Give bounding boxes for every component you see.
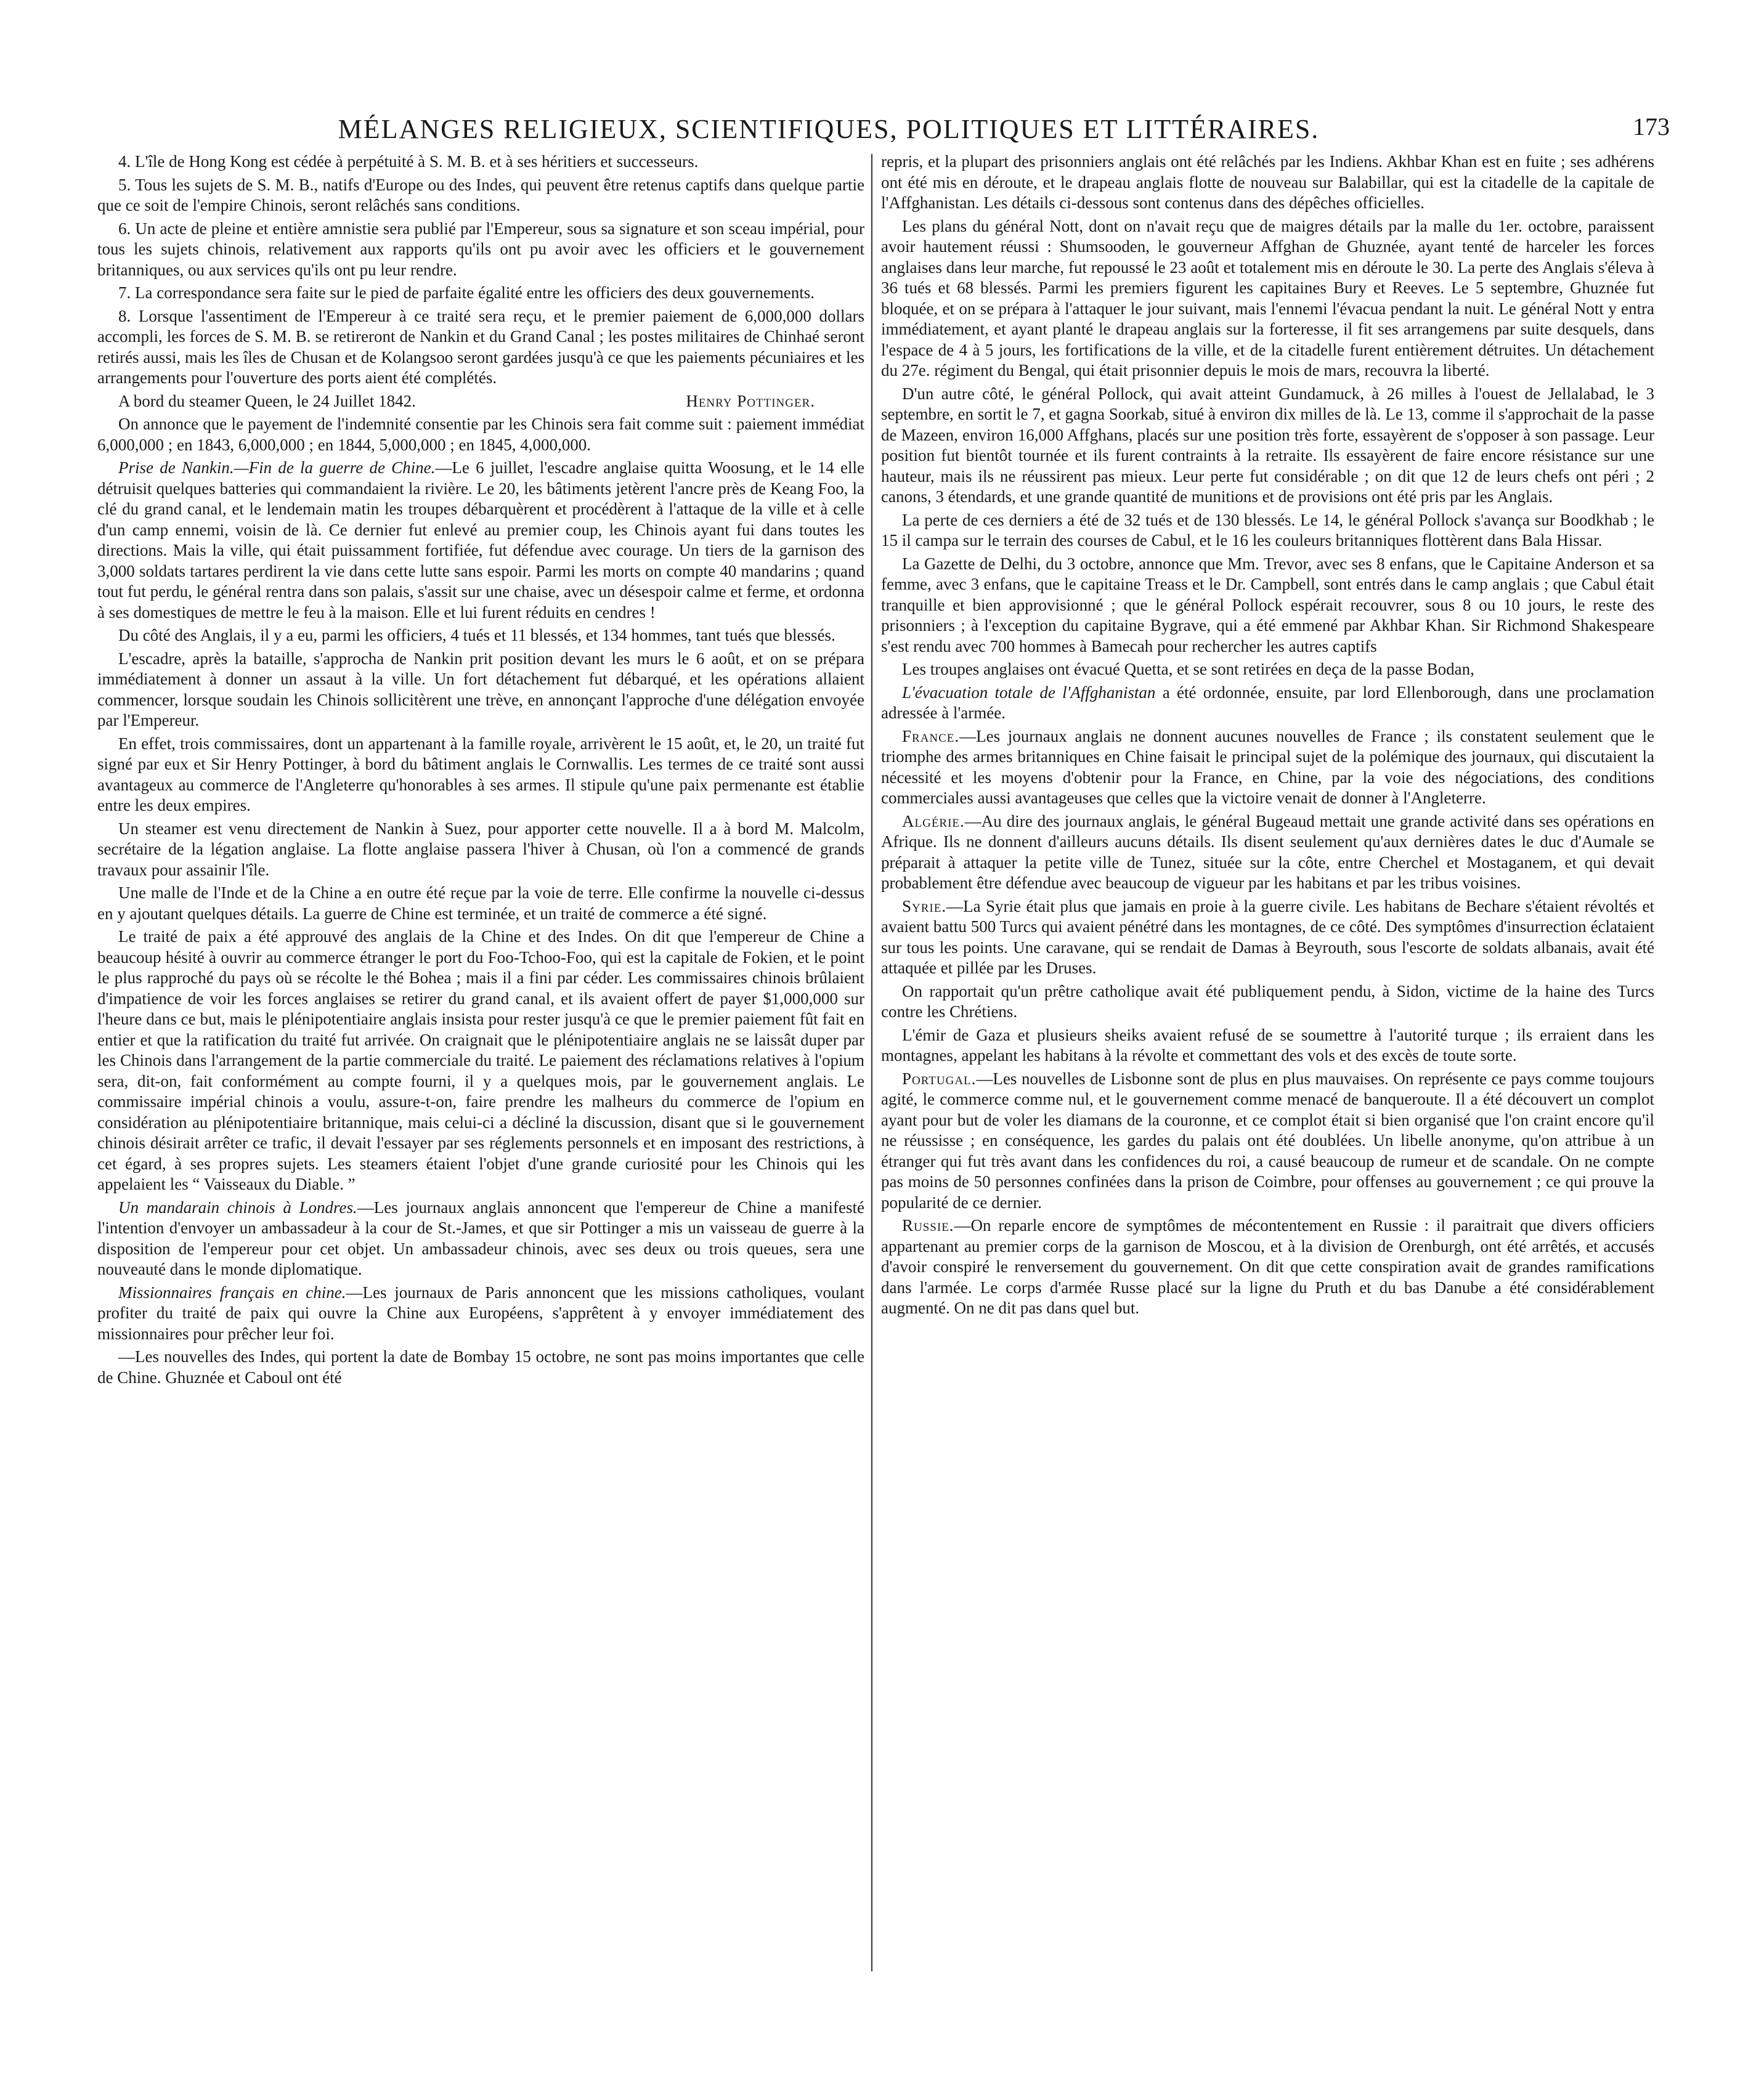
article-paragraph: Du côté des Anglais, il y a eu, parmi les officiers, 4 tués et 11 blessés, et 134 hommes, tant tués que blessés.	[118, 626, 835, 644]
column-divider	[871, 154, 872, 1971]
article-paragraph: Prise de Nankin.—Fin de la guerre de Chine.—Le 6 juillet, l'escadre anglaise quitta Woosung, et le 14 elle détruisit quelques batteries qui commandaient la rivière. Le 20, les bâtiments jetèrent l'ancre près de Keang Foo, la clé du grand canal, et le lendemain matin les troupes débarquèrent et procédèrent à l'attaque de la ville et à celle d'un camp ennemi, voisin de là. Ce dernier fut enlevé au premier coup, les Chinois ayant fui dans toutes les directions. Mais la ville, qui était puissamment fortifiée, fut défendue avec courage. Un tiers de la garnison des 3,000 soldats tartares perdirent la vie dans cette lutte sans espoir. Parmi les morts on compte 40 mandarins ; quand tout fut perdu, le général rentra dans son palais, s'assit sur une chaise, avec un désespoir calme et ferme, et ordonna à ses domestiques de mettre le feu à la maison. Elle et lui furent réduits en cendres !	[97, 458, 864, 622]
article-paragraph: Un steamer est venu directement de Nankin à Suez, pour apporter cette nouvelle. Il a à bord M. Malcolm, secrétaire de la légation anglaise. La flotte anglaise passera l'hiver à Chusan, où l'on a commencé de grands travaux pour assainir l'île.	[97, 819, 864, 879]
signature-name: Henry Pottinger.	[686, 391, 815, 410]
section-heading: Missionnaires français en chine.	[118, 1283, 346, 1302]
article-paragraph: Portugal.—Les nouvelles de Lisbonne sont de plus en plus mauvaises. On représente ce pays comme toujours agité, le commerce comme nul, et le gouvernement comme menacé de banqueroute. Il a été découvert un complot ayant pour but de voler les diamans de la couronne, et ce complot était si bien organisé que l'on craint encore qu'il ne réussisse ; en conséquence, les gardes du palais ont été doublées. Un libelle anonyme, qu'on attribue à un étranger qui fut très avant dans les confidences du roi, a causé beaucoup de rumeur et de scandale. On ne compte pas moins de 50 personnes confinées dans la prison de Coimbre, pour offenses au gouvernement ; ce qui prouve la popularité de ce dernier.	[881, 1069, 1654, 1212]
section-heading: Algérie.	[902, 811, 965, 830]
section-heading: L'évacuation totale de l'Affghanistan	[902, 683, 1156, 702]
page-number: 173	[1633, 113, 1670, 140]
article-paragraph: La Gazette de Delhi, du 3 octobre, annonce que Mm. Trevor, avec ses 8 enfans, que le Capitaine Anderson et sa femme, avec 3 enfans, que le capitaine Treass et le Dr. Campbell, sont entrés dans le camp anglais ; que Cabul était tranquille et bien approvisionné ; que le général Pollock espérait recouvrer, sous 8 ou 10 jours, le reste des prisonniers ; à l'exception du capitaine Bygrave, qui a été emmené par Akhbar Khan. Sir Richmond Shakespeare s'est rendu avec 700 hommes à Bamecah pour rechercher les autres captifs	[881, 554, 1654, 655]
article-paragraph: Une malle de l'Inde et de la Chine a en outre été reçue par la voie de terre. Elle confirme la nouvelle ci-dessus en y ajoutant quelques détails. La guerre de Chine est terminée, et un traité de commerce a été signé.	[97, 883, 864, 923]
article-paragraph: Les troupes anglaises ont évacué Quetta, et se sont retirées en deça de la passe Bodan,	[902, 660, 1474, 678]
article-paragraph: 8. Lorsque l'assentiment de l'Empereur à ce traité sera reçu, et le premier paiement de 6,000,000 dollars accompli, les forces de S. M. B. se retireront de Nankin et du Grand Canal ; les postes militaires de Chinhaé seront retirés aussi, mais les îles de Chusan et de Kolangsoo seront gardées jusqu'à ce que les paiements pécuniaires et les arrangements pour l'ouverture des ports aient été complétés.	[97, 306, 864, 387]
article-paragraph: On annonce que le payement de l'indemnité consentie par les Chinois sera fait comme suit : paiement immédiat 6,000,000 ; en 1843, 6,000,000 ; en 1844, 5,000,000 ; en 1845, 4,000,000.	[97, 415, 864, 454]
article-paragraph: Russie.—On reparle encore de symptômes de mécontentement en Russie : il paraitrait que divers officiers appartenant au premier corps de la garnison de Moscou, et à la division de Orenburgh, ont été arrêtés, et accusés d'avoir conspiré le renversement du gouvernement. On dit que cette conspiration avait de grandes ramifications dans l'armée. Le corps d'armée Russe placé sur la ligne du Pruth et du bas Danube a été considérablement augmenté. On ne dit pas dans quel but.	[881, 1216, 1654, 1317]
section-heading: Russie.	[902, 1216, 954, 1235]
article-paragraph: D'un autre côté, le général Pollock, qui avait atteint Gundamuck, à 26 milles à l'ouest de Jellalabad, le 3 septembre, en sortit le 7, et gagna Soorkab, situé à environ dix milles de là. Le 13, comme il s'approchait de la passe de Mazeen, environ 16,000 Affghans, placés sur une position très forte, essayèrent de s'opposer à son passage. Leur position fut bientôt tournée et ils furent contraints à la retraite. Ils essayèrent de faire encore résistance sur une hauteur, mais ils ne réussirent pas mieux. Leur perte fut considérable ; on dit que 12 de leurs chefs ont péri ; 2 canons, 3 étendards, et une grande quantité de munitions et de provisions ont été pris par les Anglais.	[881, 384, 1654, 506]
article-paragraph: Missionnaires français en chine.—Les journaux de Paris annoncent que les missions catholiques, voulant profiter du traité de paix qui ouvre la Chine aux Européens, s'apprêtent à y envoyer immédiatement des missionnaires pour prêcher leur foi.	[97, 1283, 864, 1343]
treaty-signature-line	[97, 391, 864, 412]
article-paragraph: 7. La correspondance sera faite sur le pied de parfaite égalité entre les officiers des deux gouvernements.	[118, 283, 815, 302]
article-paragraph: 4. L'île de Hong Kong est cédée à perpétuité à S. M. B. et à ses héritiers et successeurs.	[118, 152, 699, 171]
article-paragraph: Le traité de paix a été approuvé des anglais de la Chine et des Indes. On dit que l'empereur de Chine a beaucoup hésité à ouvrir au commerce étranger le port du Foo-Tchoo-Foo, qui est la capitale de Fokien, et le point le plus rapproché du pays où se récolte le thé Bohea ; mais il a fini par céder. Les commissaires chinois brûlaient d'impatience de voir les forces anglaises se retirer du grand canal, et ils avaient offert de payer $1,000,000 sur l'heure dans ce but, mais le plénipotentiaire anglais insista pour rester jusqu'à ce que le premier paiement fût fait en entier et que la ratification du traité fut arrivée. On craignait que le plénipotentiaire anglais ne se laissât duper par les Chinois dans l'arrangement de la partie commerciale du traité. Le paiement des réclamations relatives à l'opium sera, dit-on, fait conformément au compte fourni, il y a quelques mois, par le gouvernement anglais. Le commissaire impérial chinois a voulu, assure-t-on, faire prendre les malheurs du commerce de l'opium en considération au plénipotentiaire britannique, mais celui-ci a décliné la discussion, disant que si le gouvernement chinois désirait arrêter ce trafic, il devait l'essayer par ses réglements personnels et en imposant des restrictions, à cet égard, à ses propres sujets. Les steamers étaient l'objet d'une grande curiosité pour les Chinois qui les appelaient les “ Vaisseaux du Diable. ”	[97, 927, 864, 1193]
section-heading: Syrie.	[902, 896, 947, 915]
article-paragraph: On rapportait qu'un prêtre catholique avait été publiquement pendu, à Sidon, victime de la haine des Turcs contre les Chrétiens.	[881, 981, 1654, 1021]
running-title: MÉLANGES RELIGIEUX, SCIENTIFIQUES, POLITIQUES ET LITTÉRAIRES.	[338, 114, 1320, 144]
article-paragraph: L'escadre, après la bataille, s'approcha de Nankin prit position devant les murs le 6 août, et on se prépara immédiatement à donner un assaut à la ville. Un fort détachement fut débarqué, et les opérations allaient commencer, lorsque soudain les Chinois sollicitèrent une trève, en annonçant l'approche d'une délégation envoyée par l'Empereur.	[97, 649, 864, 729]
article-paragraph: Algérie.—Au dire des journaux anglais, le général Bugeaud mettait une grande activité dans ses opérations en Afrique. Ils ne donnent d'ailleurs aucuns détails. Ils disent seulement qu'aux dernières dates le duc d'Aumale se préparait à attaquer la petite ville de Tunez, située sur la côte, entre Cherchel et Mostaganem, et qui devait probablement être défendue avec beaucoup de vigueur par les habitans et par les tribus voisines.	[881, 811, 1654, 892]
article-paragraph: L'évacuation totale de l'Affghanistan a été ordonnée, ensuite, par lord Ellenborough, dans une proclamation adressée à l'armée.	[881, 683, 1654, 722]
signature-place-date: A bord du steamer Queen, le 24 Juillet 1842.	[118, 391, 416, 410]
article-paragraph: L'émir de Gaza et plusieurs sheiks avaient refusé de se soumettre à l'autorité turque ; ils erraient dans les montagnes, appelant les habitans à la révolte et commettant des vols et des excès de toute sorte.	[881, 1025, 1654, 1065]
section-heading: Prise de Nankin.—Fin de la guerre de Chine.	[118, 458, 436, 477]
article-paragraph: La perte de ces derniers a été de 32 tués et de 130 blessés. Le 14, le général Pollock s'avança sur Boodkhab ; le 15 il campa sur le terrain des courses de Cabul, et le 16 les couleurs britanniques flottèrent dans Bala Hissar.	[881, 510, 1654, 550]
left-column	[97, 152, 864, 2024]
article-paragraph: Un mandarain chinois à Londres.—Les journaux anglais annoncent que l'empereur de Chine a manifesté l'intention d'envoyer un ambassadeur à la cour de St.-James, et que sir Pottinger a mis un vaisseau de guerre à la disposition de l'empereur pour cet objet. Un ambassadeur chinois, avec ses deux ou trois queues, sera une nouveauté dans le monde diplomatique.	[97, 1198, 864, 1278]
section-heading: France.	[902, 726, 960, 745]
article-paragraph: repris, et la plupart des prisonniers anglais ont été relâchés par les Indiens. Akhbar Khan est en fuite ; ses adhérens ont été mis en déroute, et le drapeau anglais flotte de nouveau sur Balabillar, qui est la citadelle de la capitale de l'Affghanistan. Les détails ci-dessous sont contenus dans des dépêches officielles.	[881, 152, 1654, 212]
article-paragraph: 5. Tous les sujets de S. M. B., natifs d'Europe ou des Indes, qui peuvent être retenus captifs dans quelque partie que ce soit de l'empire Chinois, seront relâchés sans conditions.	[97, 175, 864, 214]
section-heading: Portugal.	[902, 1069, 977, 1088]
article-paragraph: France.—Les journaux anglais ne donnent aucunes nouvelles de France ; ils constatent seulement que le triomphe des armes britanniques en Chine faisait le principal sujet de la polémique des journaux, qui discutaient la nécessité et les moyens d'obtenir pour la France, en Chine, par la voie des négociations, des conditions commerciales aussi avantageuses que celles que la victoire venait de donner à l'Angleterre.	[881, 726, 1654, 807]
section-heading: Un mandarain chinois à Londres.	[118, 1198, 357, 1217]
article-paragraph: 6. Un acte de pleine et entière amnistie sera publié par l'Empereur, sous sa signature et son sceau impérial, pour tous les sujets chinois, relativement aux rapports qu'ils ont pu avoir avec les officiers et le gouvernement britanniques, ou aux services qu'ils ont pu leur rendre.	[97, 219, 864, 279]
page-header	[92, 108, 1670, 145]
article-paragraph: En effet, trois commissaires, dont un appartenant à la famille royale, arrivèrent le 15 août, et, le 20, un traité fut signé par eux et Sir Henry Pottinger, à bord du bâtiment anglais le Cornwallis. Les termes de ce traité sont aussi avantageux au commerce de l'Angleterre qu'honorables à ses armes. Il stipule qu'une paix permenante est établie entre les deux empires.	[97, 734, 864, 814]
right-column	[881, 152, 1654, 2024]
article-paragraph: —Les nouvelles des Indes, qui portent la date de Bombay 15 octobre, ne sont pas moins importantes que celle de Chine. Ghuznée et Caboul ont été	[97, 1347, 864, 1387]
article-paragraph: Les plans du général Nott, dont on n'avait reçu que de maigres détails par la malle du 1er. octobre, paraissent avoir hautement réussi : Shumsooden, le gouverneur Affghan de Ghuznée, ayant tenté de harceler les forces anglaises dans leur marche, fut repoussé le 23 août et totalement mis en déroute le 30. La perte des Anglais s'éleva à 36 tués et 68 blessés. Parmi les premiers figurent les capitaines Bury et Reeves. Le 5 septembre, Ghuznée fut bloquée, et on se prépara à l'attaquer le jour suivant, mais l'ennemi l'évacua pendant la nuit. Le général Nott y entra immédiatement, et ayant planté le drapeau anglais sur la forteresse, il fit ses arrangemens par suite desquels, dans l'espace de 4 à 5 jours, les fortifications de la ville, et de la citadelle furent entièrement détruites. Un détachement du 27e. régiment du Bengal, qui était prisonnier depuis le mois de mars, recouvra la liberté.	[881, 216, 1654, 379]
article-paragraph: Syrie.—La Syrie était plus que jamais en proie à la guerre civile. Les habitans de Bechare s'étaient révoltés et avaient battu 500 Turcs qui avaient pénétré dans les montagnes, de ce côté. Des symptômes d'insurrection éclataient sur tous les points. Une caravane, qui se rendait de Damas à Beyrouth, sous l'escorte de soldats albanais, avait été attaquée et pillée par les Druses.	[881, 896, 1654, 977]
